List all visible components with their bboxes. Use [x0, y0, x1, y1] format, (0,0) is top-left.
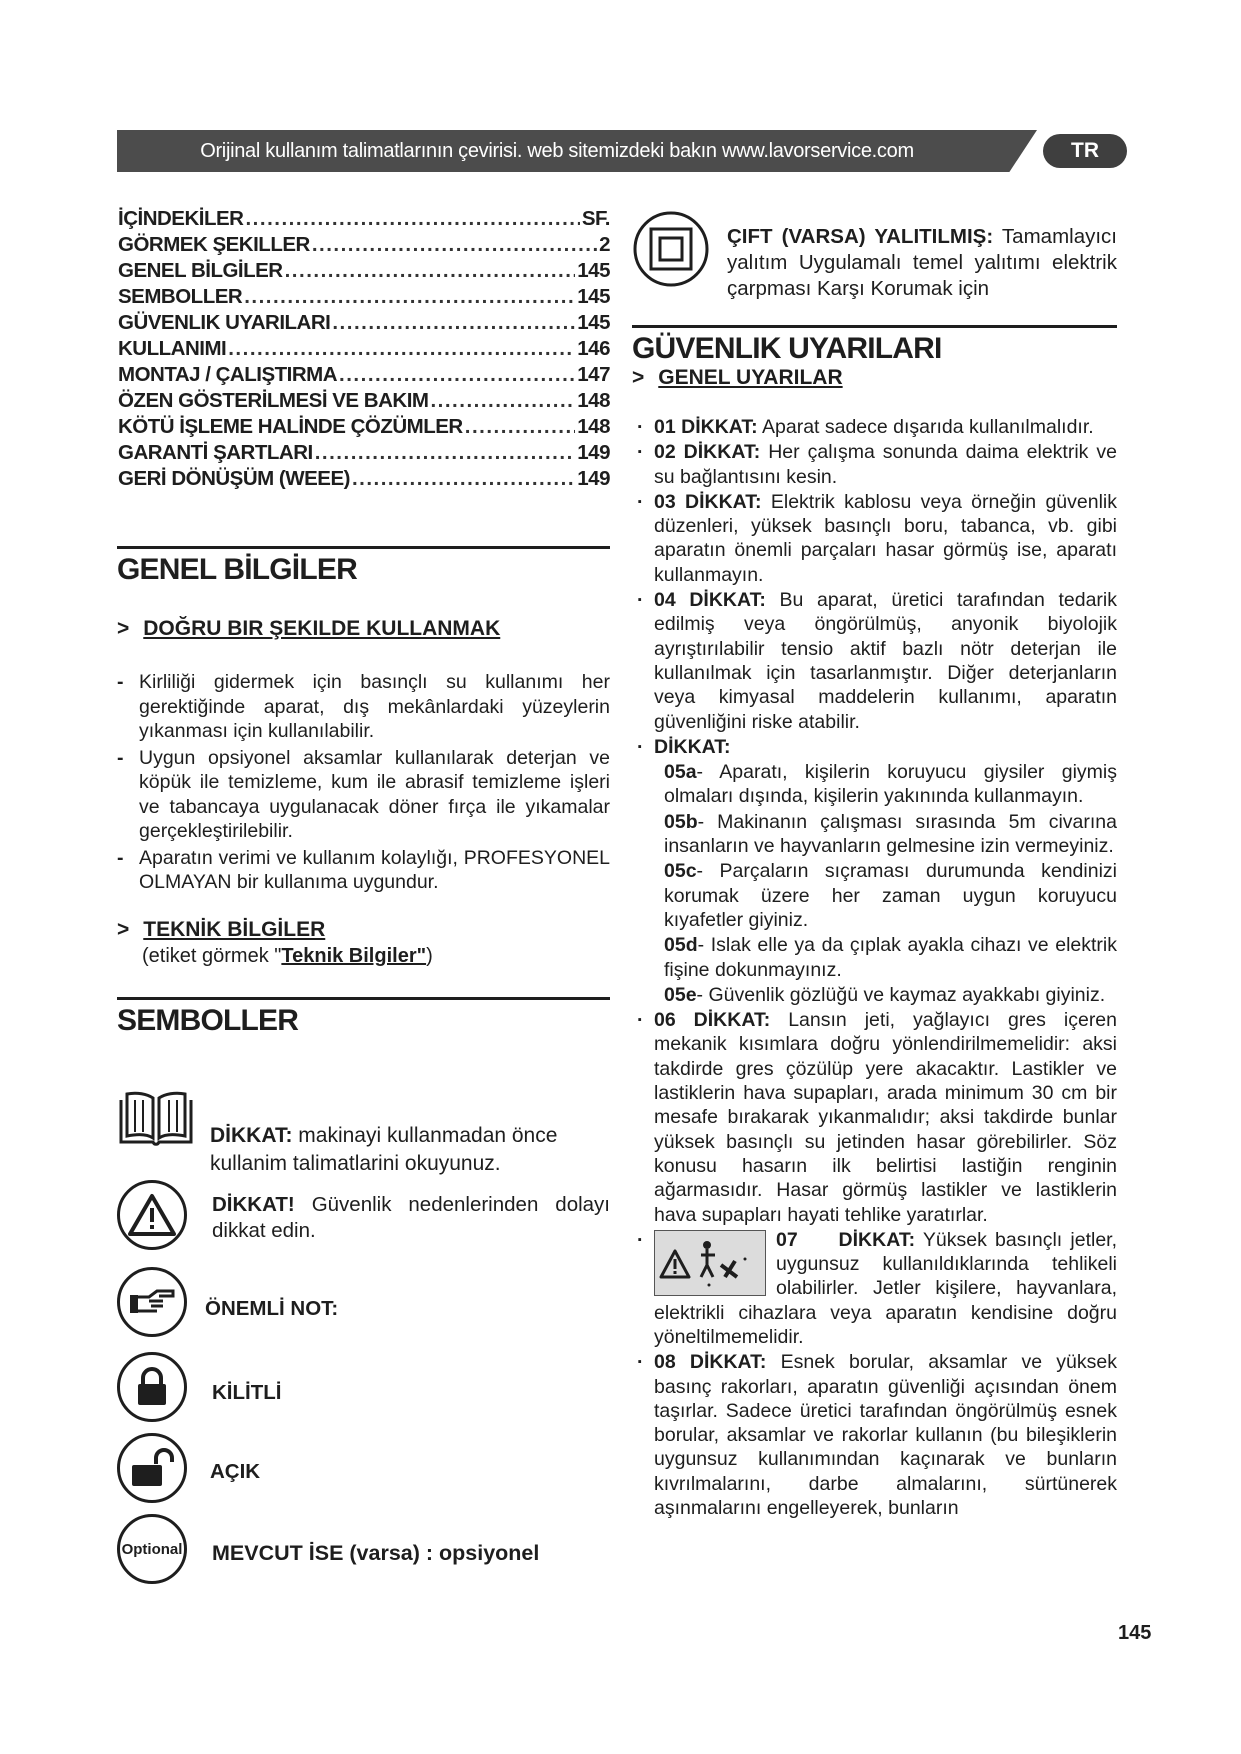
- symbol-locked: KİLİTLİ: [212, 1381, 282, 1404]
- arrow-marker: >: [117, 918, 130, 941]
- lock-closed-icon: [117, 1352, 187, 1422]
- toc-label: GÖRMEK ŞEKILLER: [118, 233, 310, 256]
- header-banner-text: Orijinal kullanım talimatlarının çevirisi. web sitemizdeki bakın www.lavorservice.com: [200, 140, 914, 162]
- toc-leader-dots: [285, 259, 576, 283]
- toc-label: GÜVENLIK UYARILARI: [118, 311, 331, 334]
- toc-row[interactable]: [118, 363, 610, 389]
- arrow-marker: >: [117, 617, 130, 640]
- toc-row[interactable]: [118, 415, 610, 441]
- toc-page-number: 148: [577, 415, 610, 438]
- subtitle-text: DOĞRU BIR ŞEKILDE KULLANMAK: [143, 617, 501, 640]
- warning-item: · 02 DİKKAT: Her çalışma sonunda daima elektrik ve su bağlantısını kesin.: [637, 441, 1117, 488]
- section-rule: [117, 546, 610, 549]
- toc-row[interactable]: [118, 337, 610, 363]
- toc-row[interactable]: [118, 233, 610, 259]
- toc-row[interactable]: [118, 285, 610, 311]
- arrow-marker: >: [632, 366, 645, 389]
- toc-page-number: 149: [577, 441, 610, 464]
- subtitle-dogru-kullanmak: [117, 617, 500, 641]
- toc-label: ÖZEN GÖSTERİLMESİ VE BAKIM: [118, 389, 429, 412]
- toc-page-number: 147: [577, 363, 610, 386]
- toc-label: İÇİNDEKİLER: [118, 207, 244, 230]
- toc-leader-dots: [339, 363, 575, 387]
- toc-row[interactable]: [118, 311, 610, 337]
- page-number: 145: [1118, 1622, 1152, 1644]
- toc-label: GENEL BİLGİLER: [118, 259, 283, 282]
- symbol-open: AÇIK: [210, 1460, 261, 1483]
- jet-hazard-icon: [654, 1230, 766, 1296]
- optional-badge-icon: Optional: [117, 1514, 187, 1584]
- toc-leader-dots: [332, 311, 575, 335]
- toc-leader-dots: [315, 441, 576, 465]
- lock-open-icon: [117, 1433, 187, 1503]
- symbol-warning-text: DİKKAT! Güvenlik nedenlerinden dolayı dikkat edin.: [212, 1193, 610, 1242]
- toc-leader-dots: [244, 285, 575, 309]
- warning-item: · 07 DİKKAT: Yüksek basınçlı jetler, uygunsuz kullanıldıklarında tehlikeli olabilirler. Jetler kişilere, hayvanlara, elektrikli cihazlara veya aparatın kendisine doğru yöneltilmemelidir.: [637, 1228, 1117, 1348]
- subtitle-text: GENEL UYARILAR: [658, 366, 843, 389]
- genel-bullet-list: [117, 670, 610, 897]
- toc-page-number: 145: [577, 311, 610, 334]
- toc-leader-dots: [465, 415, 576, 439]
- symbol-optional: MEVCUT İSE (varsa) : opsiyonel: [212, 1541, 540, 1565]
- manual-book-icon: [117, 1090, 195, 1155]
- toc-label: KULLANIMI: [118, 337, 227, 360]
- section-rule: [117, 997, 610, 1000]
- teknik-note: (etiket görmek "Teknik Bilgiler"): [142, 945, 433, 967]
- toc-page-number: 145: [577, 285, 610, 308]
- warning-triangle-icon: [117, 1180, 187, 1250]
- section-title-semboller: SEMBOLLER: [117, 1004, 299, 1037]
- list-item: - Uygun opsiyonel aksamlar kullanılarak deterjan ve köpük ile temizleme, kum ile abrasif temizleme işleri ve tabancaya uygulanacak döner fırça ile yıkamalar gerçekleştirilebilir.: [117, 746, 610, 842]
- toc-leader-dots: [430, 389, 575, 413]
- toc-label: SEMBOLLER: [118, 285, 243, 308]
- teknik-bilgiler-link[interactable]: Teknik Bilgiler": [281, 945, 427, 967]
- symbol-important-note: ÖNEMLİ NOT:: [205, 1297, 339, 1320]
- section-rule: [632, 325, 1117, 328]
- warning-item: · 08 DİKKAT: Esnek borular, aksamlar ve yüksek basınç rakorları, aparatın güvenliği açısından önem taşırlar. Sadece üretici tarafından öngörülmüş esnek borular, aksamlar ve rakorlar kullanın (bu bileşiklerin uygunsuz kullanımından kaçınarak ve bunların kıvrılmalarını, darbe almalarını, sürtünerek aşınmalarını engelleyerek, bunların: [637, 1351, 1117, 1520]
- warning-item: · 03 DİKKAT: Elektrik kablosu veya örneğin güvenlik düzenleri, yüksek basınçlı boru, tabanca, vb. gibi aparatın önemli parçaları hasar görmüş ise, aparatı kullanmayın.: [637, 490, 1118, 586]
- toc-page-number: 146: [577, 337, 610, 360]
- warning-item: · 04 DİKKAT: Bu aparat, üretici tarafından tedarik edilmiş veya öngörülmüş, anyonik biyolojik ayrıştırılabilir tensio aktif bazlı nötr deterjan ile kullanılmak için tasarlanmıştır. Diğer deterjanların veya kimyasal maddelerin kullanımı, aparatın güvenliğini riske atabilir.: [637, 589, 1117, 733]
- toc-label: GARANTİ ŞARTLARI: [118, 441, 313, 464]
- subtitle-text: TEKNİK BİLGİLER: [143, 918, 326, 941]
- toc-leader-dots: [228, 337, 575, 361]
- toc-leader-dots: [352, 467, 575, 491]
- warning-subitem: 05e- Güvenlik gözlüğü ve kaymaz ayakkabı giyiniz.: [664, 983, 1106, 1006]
- double-insulation-text: ÇIFT (VARSA) YALITILMIŞ: Tamamlayıcı yalıtım Uygulamalı temel yalıtımı elektrik çarpması Karşı Korumak için: [727, 225, 1117, 300]
- toc-row[interactable]: [118, 207, 610, 233]
- toc-page-number: 145: [577, 259, 610, 282]
- warning-subitem: 05d- Islak elle ya da çıplak ayakla cihazı ve elektrik fişine dokunmayınız.: [664, 934, 1117, 981]
- warning-item: · 01 DİKKAT: Aparat sadece dışarıda kullanılmalıdır.: [637, 416, 1094, 438]
- subtitle-teknik-bilgiler: [117, 918, 325, 942]
- toc-row[interactable]: [118, 467, 610, 493]
- double-insulation-icon: [632, 210, 710, 293]
- toc-row[interactable]: [118, 441, 610, 467]
- toc-page-number: 2: [599, 233, 610, 256]
- section-title-guvenlik: GÜVENLIK UYARILARI: [632, 332, 942, 365]
- symbol-read-manual-text: DİKKAT: makinayi kullanmadan önce kullanim talimatlarini okuyunuz.: [210, 1124, 558, 1175]
- toc-label: MONTAJ / ÇALIŞTIRMA: [118, 363, 338, 386]
- warning-item: · DİKKAT:: [637, 735, 731, 758]
- toc-leader-dots: [312, 233, 597, 257]
- safety-warnings-list: [632, 415, 1117, 1521]
- section-title-genel: GENEL BİLGİLER: [117, 553, 357, 586]
- toc-label: KÖTÜ İŞLEME HALİNDE ÇÖZÜMLER: [118, 415, 463, 438]
- subtitle-genel-uyarilar: [632, 366, 843, 390]
- language-badge: TR: [1043, 134, 1127, 168]
- toc-label: GERİ DÖNÜŞÜM (WEEE): [118, 467, 350, 490]
- table-of-contents: [118, 207, 610, 493]
- toc-page-number: 149: [577, 467, 610, 490]
- warning-subitem: 05a- Aparatı, kişilerin koruyucu giysiler giymiş olmaları dışında, kişilerin yakınında kullanmayın.: [664, 761, 1117, 808]
- toc-page-number: SF.: [581, 207, 610, 230]
- toc-leader-dots: [245, 207, 579, 231]
- toc-page-number: 148: [577, 389, 610, 412]
- list-item: - Aparatın verimi ve kullanım kolaylığı, PROFESYONEL OLMAYAN bir kullanıma uygundur.: [117, 846, 610, 893]
- toc-row[interactable]: [118, 259, 610, 285]
- warning-item: · 06 DİKKAT: Lansın jeti, yağlayıcı gres içeren mekanik kısımlara doğru yönlendirilmemelidir: aksi takdirde gres çözülüp yere akacaktır. Lastikler ve lastiklerin hava supapları, arada minimum 30 cm bir mesafe bırakarak yıkanmalıdır; aksi takdirde bunlar yüksek basınçlı su jetinden hasar görebilirler. Söz konusu hasarın ilk belirtisi lastiğin renginin ağarmasıdır. Hasar görmüş lastikler ve lastiklerin hava supapları hayati tehlike yaratırlar.: [637, 1009, 1117, 1226]
- toc-row[interactable]: [118, 389, 610, 415]
- pointing-hand-icon: [117, 1267, 187, 1337]
- warning-subitem: 05b- Makinanın çalışması sırasında 5m civarına insanların ve hayvanların gelmesine izin vermeyiniz.: [664, 810, 1117, 858]
- warning-subitem: 05c- Parçaların sıçraması durumunda kendinizi korumak üzere her zaman uygun koruyucu kıyafetler giyiniz.: [664, 860, 1117, 931]
- list-item: - Kirliliği gidermek için basınçlı su kullanımı her gerektiğinde aparat, dış mekânlardaki yüzeylerin yıkanması için kullanılabilir.: [117, 671, 610, 742]
